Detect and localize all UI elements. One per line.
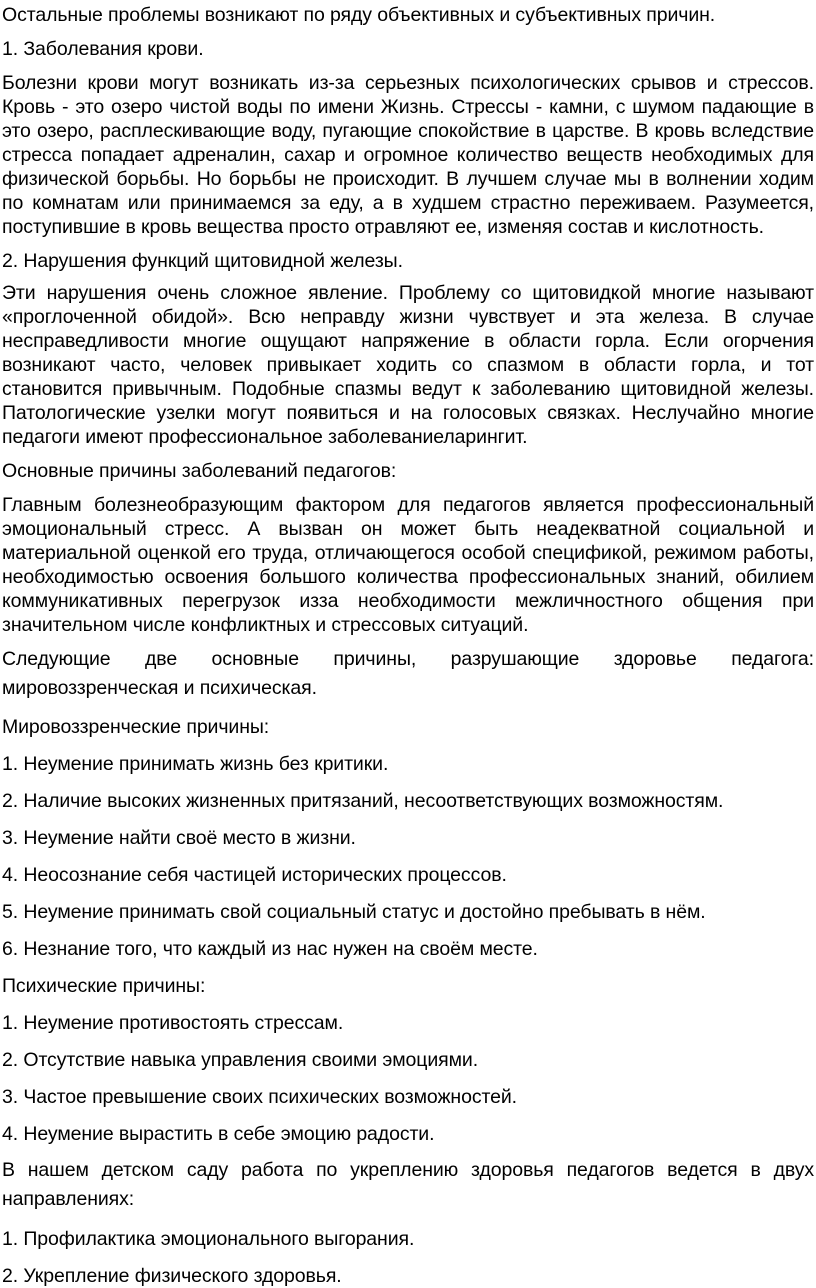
psychic-cause-item: 3. Частое превышение своих психических возможностей. (2, 1086, 517, 1108)
direction-item: 1. Профилактика эмоционального выгорания. (2, 1228, 415, 1250)
worldview-cause-item: 1. Неумение принимать жизнь без критики. (2, 753, 389, 775)
worldview-causes-heading: Мировоззренческие причины: (2, 716, 270, 738)
section-heading-teacher-diseases: Основные причины заболеваний педагогов: (2, 460, 397, 482)
worldview-cause-item: 5. Неумение принимать свой социальный статус и достойно пребывать в нём. (2, 901, 706, 923)
psychic-cause-item: 1. Неумение противостоять стрессам. (2, 1012, 344, 1034)
worldview-cause-item: 6. Незнание того, что каждый из нас нужен на своём месте. (2, 938, 538, 960)
worldview-cause-item: 4. Неосознание себя частицей исторических процессов. (2, 864, 507, 886)
thyroid-paragraph: Эти нарушения очень сложное явление. Проблему со щитовидкой многие называют «проглоченной обидой». Всю неправду жизни чувствует и эта железа. В случае несправедливости многие ощущают напряжение в области горла. Если огорчения возникают часто, человек привыкает ходить со спазмом в области горла, и тот становится привычным. Подобные спазмы ведут к заболеванию щитовидной железы. Патологические узелки могут появиться и на голосовых связках. Неслучайно многие педагоги имеют профессиональное заболеваниеларингит. (2, 282, 814, 448)
two-causes-paragraph: Следующие две основные причины, разрушающие здоровье педагога: мировоззренческая и психическая. (2, 648, 814, 699)
worldview-cause-item: 2. Наличие высоких жизненных притязаний, несоответствующих возможностям. (2, 790, 724, 812)
worldview-cause-item: 3. Неумение найти своё место в жизни. (2, 827, 356, 849)
teacher-stress-paragraph: Главным болезнеобразующим фактором для педагогов является профессиональный эмоциональный стресс. А вызван он может быть неадекватной социальной и материальной оценкой его труда, отличающегося особой спецификой, режимом работы, необходимостью освоения большого количества профессиональных знаний, обилием коммуникативных перегрузок изза необходимости межличностного общения при значительном числе конфликтных и стрессовых ситуаций. (2, 494, 814, 636)
section-heading-thyroid: 2. Нарушения функций щитовидной железы. (2, 250, 403, 272)
psychic-cause-item: 2. Отсутствие навыка управления своими эмоциями. (2, 1049, 479, 1071)
intro-paragraph: Остальные проблемы возникают по ряду объективных и субъективных причин. (2, 4, 716, 26)
psychic-cause-item: 4. Неумение вырастить в себе эмоцию радости. (2, 1123, 435, 1145)
psychic-causes-heading: Психические причины: (2, 975, 206, 997)
blood-diseases-paragraph: Болезни крови могут возникать из-за серьезных психологических срывов и стрессов. Кровь - это озеро чистой воды по имени Жизнь. Стрессы - камни, с шумом падающие в это озеро, расплескивающие воду, пугающие спокойствие в царстве. В кровь вследствие стресса попадает адреналин, сахар и огромное количество веществ необходимых для физической борьбы. Но борьбы не происходит. В лучшем случае мы в волнении ходим по комнатам или принимаемся за еду, а в худшем страстно переживаем. Разумеется, поступившие в кровь вещества просто отравляют ее, изменяя состав и кислотность. (2, 72, 814, 238)
kindergarten-work-paragraph: В нашем детском саду работа по укреплению здоровья педагогов ведется в двух направлениях: (2, 1159, 814, 1210)
section-heading-blood-diseases: 1. Заболевания крови. (2, 38, 204, 60)
direction-item: 2. Укрепление физического здоровья. (2, 1265, 342, 1287)
